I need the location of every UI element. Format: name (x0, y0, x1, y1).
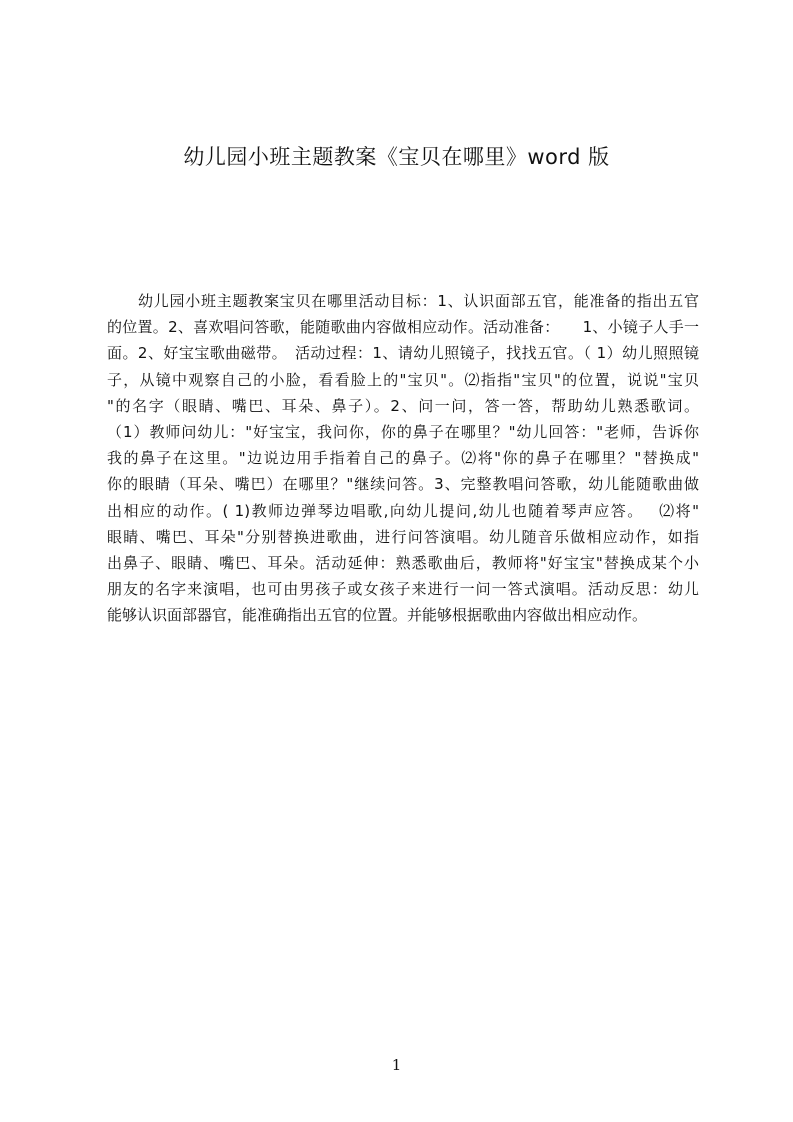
body-line: 的位置。2、喜欢唱问答歌，能随歌曲内容做相应动作。活动准备： 1、小镜子人手一 (107, 318, 699, 337)
body-line: "的名字（眼睛、嘴巴、耳朵、鼻子）。2、问一问，答一答，帮助幼儿熟悉歌词。 (107, 396, 699, 415)
body-line: 出相应的动作。( 1)教师边弹琴边唱歌,向幼儿提问,幼儿也随着琴声应答。 ⑵将" (107, 501, 699, 520)
body-line: 子，从镜中观察自己的小脸，看看脸上的"宝贝"。⑵指指"宝贝"的位置，说说"宝贝 (107, 370, 699, 389)
body-line: 出鼻子、眼睛、嘴巴、耳朵。活动延伸：熟悉歌曲后，教师将"好宝宝"替换成某个小 (107, 553, 699, 572)
body-line: 幼儿园小班主题教案宝贝在哪里活动目标：1、认识面部五官，能准备的指出五官 (138, 292, 699, 310)
page-number: 1 (391, 1056, 402, 1074)
body-line: 你的眼睛（耳朵、嘴巴）在哪里？"继续问答。3、完整教唱问答歌，幼儿能随歌曲做 (107, 475, 699, 494)
body-line: （1）教师问幼儿："好宝宝，我问你，你的鼻子在哪里？"幼儿回答："老师，告诉你 (107, 422, 699, 441)
body-line: 能够认识面部器官，能准确指出五官的位置。并能够根据歌曲内容做出相应动作。 (107, 606, 648, 625)
body-line: 我的鼻子在这里。"边说边用手指着自己的鼻子。⑵将"你的鼻子在哪里？"替换成" (107, 449, 699, 468)
body-line: 眼睛、嘴巴、耳朵"分别替换进歌曲，进行问答演唱。幼儿随音乐做相应动作，如指 (107, 527, 699, 546)
body-line: 面。2、好宝宝歌曲磁带。 活动过程：1、请幼儿照镜子，找找五官。（ 1）幼儿照照镜 (107, 344, 699, 363)
body-line: 朋友的名字来演唱，也可由男孩子或女孩子来进行一问一答式演唱。活动反思：幼儿 (107, 580, 699, 599)
document-title: 幼儿园小班主题教案《宝贝在哪里》word 版 (183, 145, 610, 169)
document-body (107, 288, 699, 628)
